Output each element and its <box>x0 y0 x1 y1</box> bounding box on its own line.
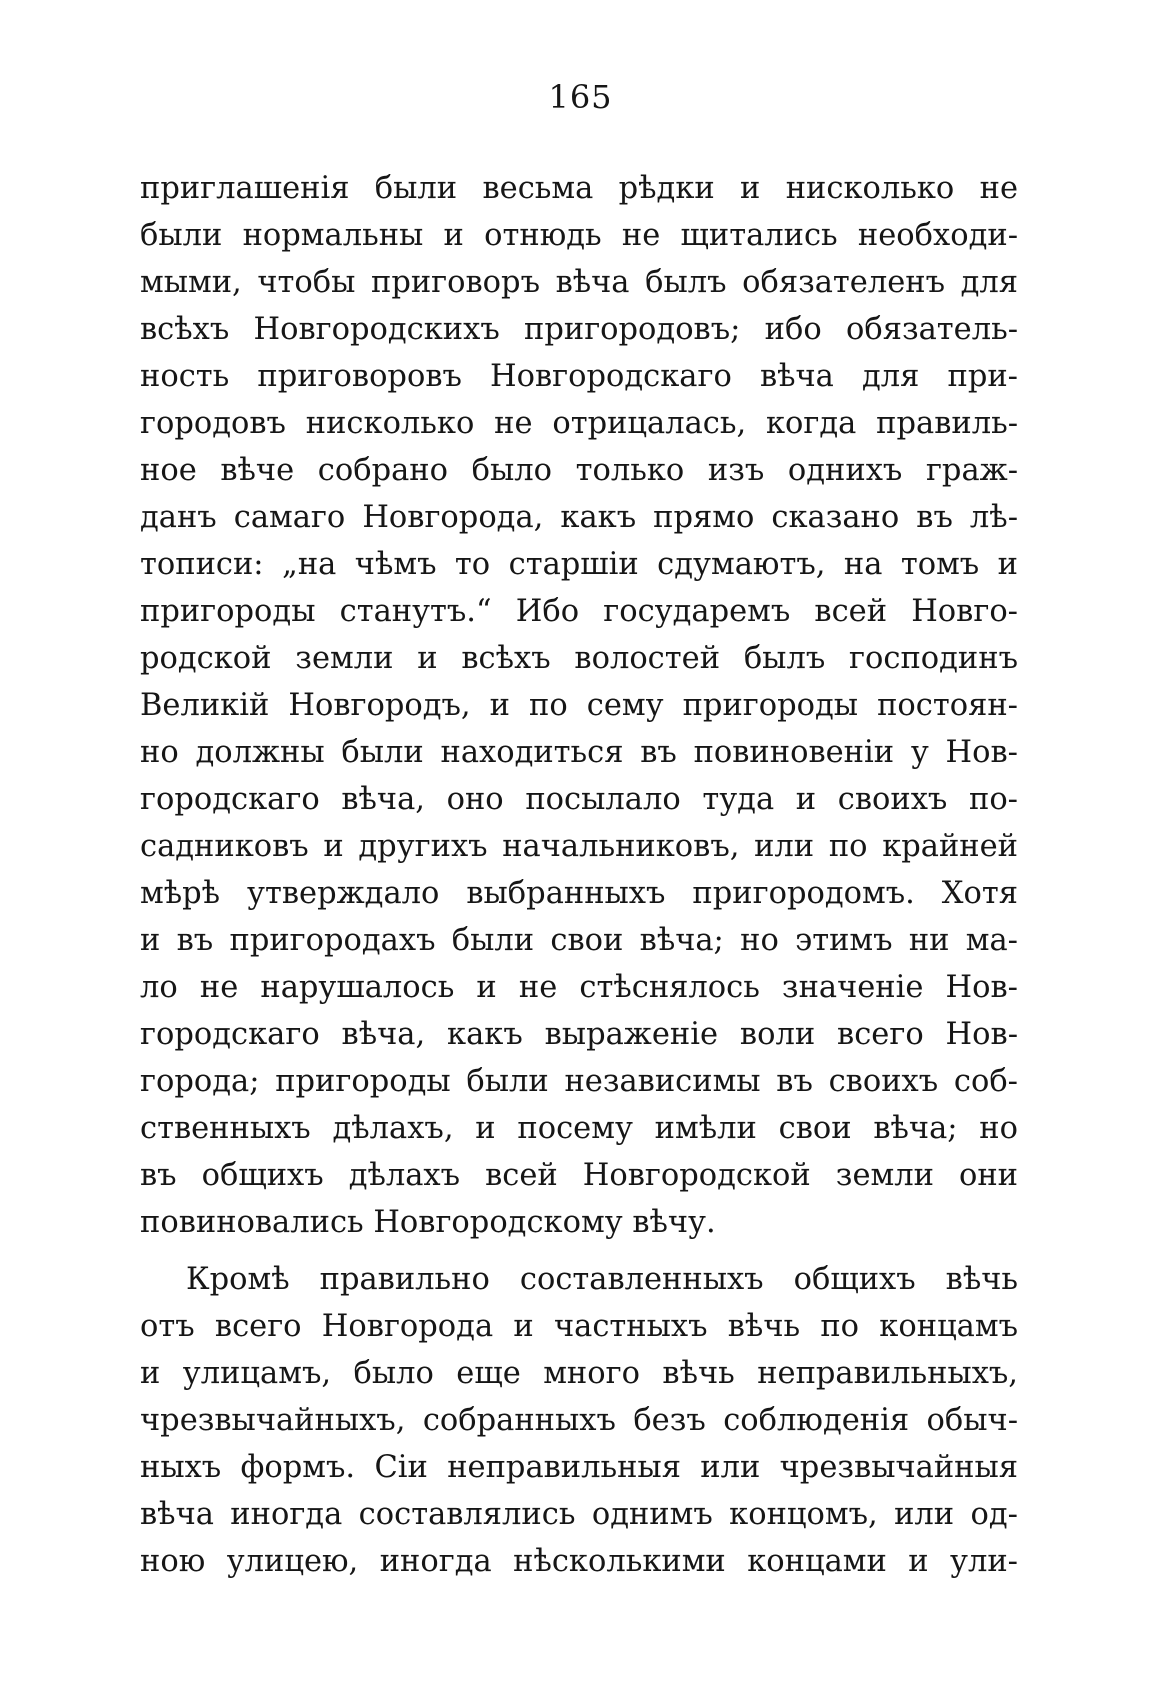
text-line: мѣрѣ утверждало выбранныхъ пригородомъ. Хотя <box>140 876 1018 911</box>
text-line: городскаго вѣча, какъ выраженіе воли всего Нов- <box>140 1017 1018 1052</box>
text-line: ною улицею, иногда нѣсколькими концами и ули- <box>140 1544 1018 1579</box>
text-line: Кромѣ правильно составленныхъ общихъ вѣчь <box>186 1262 1018 1297</box>
text-line: были нормальны и отнюдь не щитались необходи- <box>140 218 1018 253</box>
text-line: города; пригороды были независимы въ своихъ соб- <box>140 1064 1018 1099</box>
paragraph <box>140 1256 1018 1585</box>
text-line: въ общихъ дѣлахъ всей Новгородской земли они <box>140 1158 1018 1193</box>
text-line: пригороды станутъ.“ Ибо государемъ всей Новго- <box>140 594 1018 629</box>
text-line: данъ самаго Новгорода, какъ прямо сказано въ лѣ- <box>140 500 1018 535</box>
text-line: чрезвычайныхъ, собранныхъ безъ соблюденія обыч- <box>140 1403 1018 1438</box>
paragraph <box>140 165 1018 1246</box>
text-line: повиновались Новгородскому вѣчу. <box>140 1205 716 1240</box>
text-line: тописи: „на чѣмъ то старшіи сдумаютъ, на томъ и <box>140 547 1018 582</box>
text-line: вѣча иногда составлялись однимъ концомъ, или од- <box>140 1497 1018 1532</box>
text-line: ло не нарушалось и не стѣснялось значеніе Нов- <box>140 970 1018 1005</box>
text-line: ное вѣче собрано было только изъ однихъ граж- <box>140 453 1018 488</box>
text-line: ность приговоровъ Новгородскаго вѣча для при- <box>140 359 1018 394</box>
text-line: городскаго вѣча, оно посылало туда и своихъ по- <box>140 782 1018 817</box>
page-number: 165 <box>548 78 613 116</box>
text-line: садниковъ и другихъ начальниковъ, или по крайней <box>140 829 1018 864</box>
text-line: всѣхъ Новгородскихъ пригородовъ; ибо обязатель- <box>140 312 1018 347</box>
text-line: приглашенія были весьма рѣдки и нисколько не <box>140 171 1018 206</box>
text-line: ныхъ формъ. Сіи неправильныя или чрезвычайныя <box>140 1450 1018 1485</box>
body-text <box>140 165 1018 1585</box>
text-line: но должны были находиться въ повиновеніи у Нов- <box>140 735 1018 770</box>
text-line: Великій Новгородъ, и по сему пригороды постоян- <box>140 688 1018 723</box>
text-line: и улицамъ, было еще много вѣчь неправильныхъ, <box>140 1356 1018 1391</box>
text-line: родской земли и всѣхъ волостей былъ господинъ <box>140 641 1018 676</box>
text-line: городовъ нисколько не отрицалась, когда правиль- <box>140 406 1018 441</box>
paragraph-gap <box>140 1246 1018 1256</box>
text-line: мыми, чтобы приговоръ вѣча былъ обязателенъ для <box>140 265 1018 300</box>
text-line: и въ пригородахъ были свои вѣча; но этимъ ни ма- <box>140 923 1018 958</box>
text-line: отъ всего Новгорода и частныхъ вѣчь по концамъ <box>140 1309 1018 1344</box>
text-line: ственныхъ дѣлахъ, и посему имѣли свои вѣча; но <box>140 1111 1018 1146</box>
